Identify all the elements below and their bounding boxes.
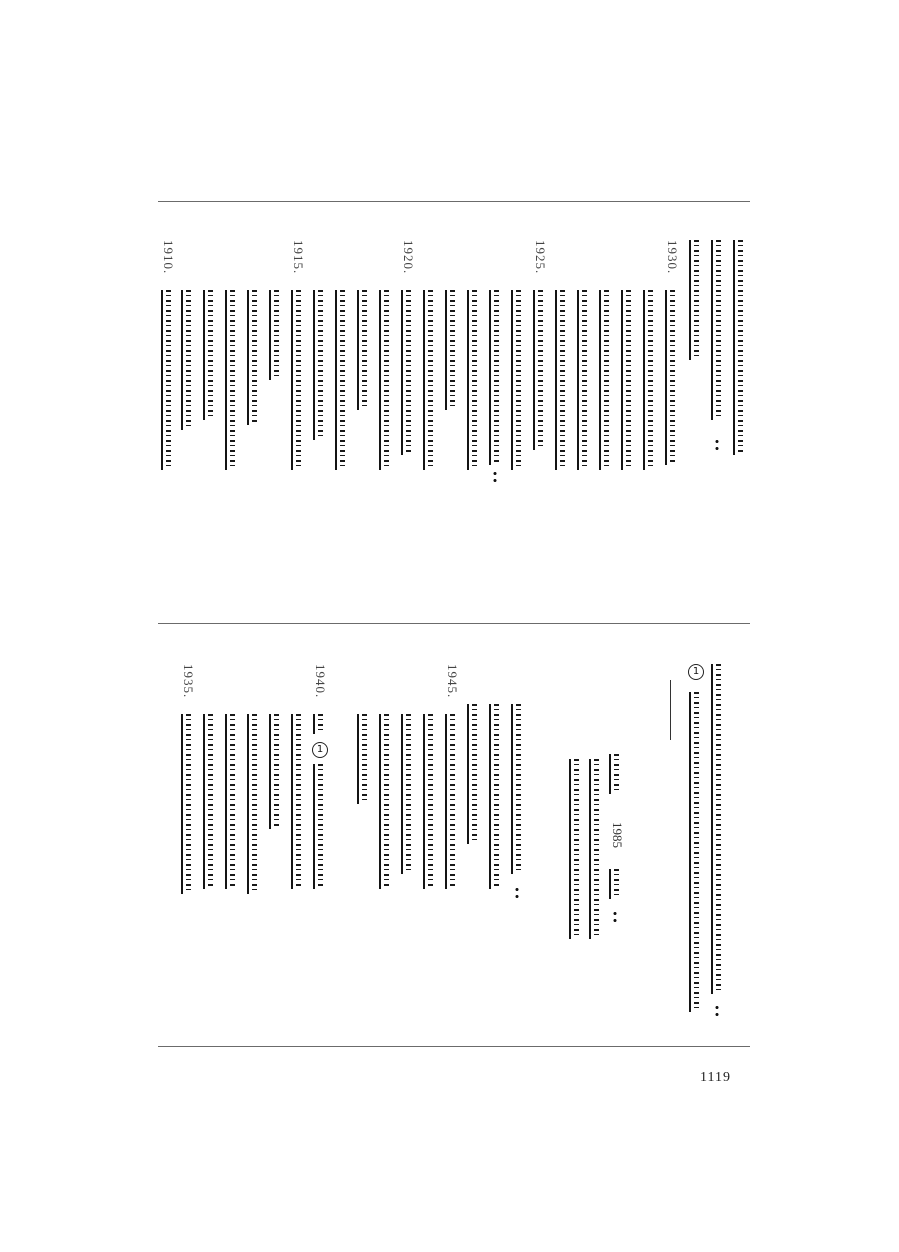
mongolian-script-line: [291, 714, 307, 889]
footnote-column: [686, 664, 706, 1024]
text-column: [708, 240, 728, 470]
punctuation-mark: [715, 1004, 719, 1018]
text-column: [310, 240, 330, 470]
mongolian-script-line: [577, 290, 593, 470]
mongolian-script-line: [379, 290, 395, 470]
text-column: [686, 240, 706, 470]
mongolian-script-line: [467, 704, 483, 844]
mongolian-script-line: [357, 714, 373, 804]
mongolian-script-line: [689, 240, 705, 360]
mongolian-script-line: [689, 692, 705, 1012]
mongolian-script-line: [599, 290, 615, 470]
text-column: [222, 664, 242, 924]
mongolian-script-line: [181, 714, 197, 894]
text-column: [420, 240, 440, 470]
text-column: [178, 240, 198, 470]
mongolian-script-line: [489, 290, 505, 465]
mongolian-script-line: [203, 290, 219, 420]
page-number: 1119: [700, 1070, 731, 1085]
mongolian-script-line: [711, 240, 727, 420]
mongolian-script-line: [569, 759, 585, 939]
text-column: [266, 664, 286, 924]
year-label: 1930.: [665, 240, 680, 275]
bottom-rule: [158, 1046, 750, 1047]
year-label: 1925.: [533, 240, 548, 275]
text-column: [222, 240, 242, 470]
text-column: [288, 240, 308, 470]
mongolian-script-line: [161, 290, 177, 470]
text-column: [596, 240, 616, 470]
year-label: 1920.: [401, 240, 416, 275]
mongolian-script-line: [733, 240, 749, 455]
text-column: [200, 240, 220, 470]
mongolian-script-line: [401, 290, 417, 455]
mongolian-script-line: [643, 290, 659, 470]
footnote-column: [586, 664, 606, 964]
text-column: [552, 240, 572, 470]
text-column: [244, 240, 264, 470]
text-column: [178, 664, 198, 924]
mongolian-script-line: [467, 290, 483, 470]
text-column: [640, 240, 660, 470]
text-column: [332, 240, 352, 470]
text-column: [158, 240, 178, 480]
text-column: [376, 664, 396, 924]
top-rule: [158, 201, 750, 202]
text-column: [530, 240, 550, 470]
footnote-reference-marker: 1: [312, 742, 328, 758]
mongolian-script-line: [181, 290, 197, 430]
mongolian-script-line: [313, 714, 329, 734]
mongolian-script-line: [533, 290, 549, 450]
footnote-marker: 1: [688, 664, 704, 680]
mongolian-script-line: [401, 714, 417, 874]
year-label: 1945.: [445, 664, 460, 699]
text-column: [354, 240, 374, 470]
year-label: 1910.: [161, 240, 176, 275]
mongolian-script-line: [511, 290, 527, 470]
mongolian-script-line: [445, 290, 461, 410]
text-column: [574, 240, 594, 470]
text-column: [464, 240, 484, 470]
mongolian-script-line: [357, 290, 373, 410]
mongolian-script-line: [225, 714, 241, 889]
text-column: [398, 664, 418, 924]
year-label: 1935.: [181, 664, 196, 699]
mongolian-script-line: [609, 869, 625, 899]
mongolian-script-line: [247, 290, 263, 425]
mongolian-script-line: [609, 754, 625, 794]
text-column: [618, 240, 638, 470]
mongolian-script-line: [247, 714, 263, 894]
text-column: [486, 240, 506, 480]
mongolian-script-line: [313, 764, 329, 889]
mongolian-script-line: [621, 290, 637, 470]
mongolian-script-line: [711, 664, 727, 994]
mongolian-script-line: [489, 704, 505, 889]
mongolian-script-line: [423, 290, 439, 470]
mongolian-script-line: [269, 290, 285, 380]
text-column: [662, 240, 682, 480]
mongolian-script-line: [269, 714, 285, 829]
year-label: 1940.: [313, 664, 328, 699]
text-column: [442, 240, 462, 470]
text-column: [266, 240, 286, 470]
footnote-column: [606, 664, 626, 964]
footnote-year: 1985: [610, 822, 625, 848]
mongolian-script-line: [555, 290, 571, 470]
footnote-column: [566, 664, 586, 964]
mongolian-script-line: [291, 290, 307, 470]
text-column: [244, 664, 264, 924]
text-column: [354, 664, 374, 924]
punctuation-mark: [493, 470, 497, 484]
mongolian-script-line: [511, 704, 527, 874]
text-column: [508, 664, 528, 924]
text-column: [420, 664, 440, 924]
mongolian-script-line: [445, 714, 461, 889]
punctuation-mark: [515, 886, 519, 900]
mongolian-script-line: [313, 290, 329, 440]
mongolian-script-line: [589, 759, 605, 939]
text-column: [708, 664, 728, 1024]
text-column: [200, 664, 220, 924]
mongolian-script-line: [665, 290, 681, 465]
mongolian-script-line: [379, 714, 395, 889]
text-column: [486, 664, 506, 924]
text-column: [310, 664, 330, 924]
punctuation-mark: [613, 910, 617, 924]
text-column: [376, 240, 396, 470]
middle-rule: [158, 623, 750, 624]
text-column: [398, 240, 418, 470]
mongolian-script-line: [225, 290, 241, 470]
text-column: [442, 664, 462, 924]
text-column: [508, 240, 528, 470]
text-column: [730, 240, 750, 470]
mongolian-script-line: [423, 714, 439, 889]
text-column: [288, 664, 308, 924]
mongolian-script-line: [203, 714, 219, 889]
text-column: [464, 664, 484, 924]
mongolian-script-line: [335, 290, 351, 470]
punctuation-mark: [715, 438, 719, 452]
footnote-separator: [670, 680, 671, 740]
year-label: 1915.: [291, 240, 306, 275]
